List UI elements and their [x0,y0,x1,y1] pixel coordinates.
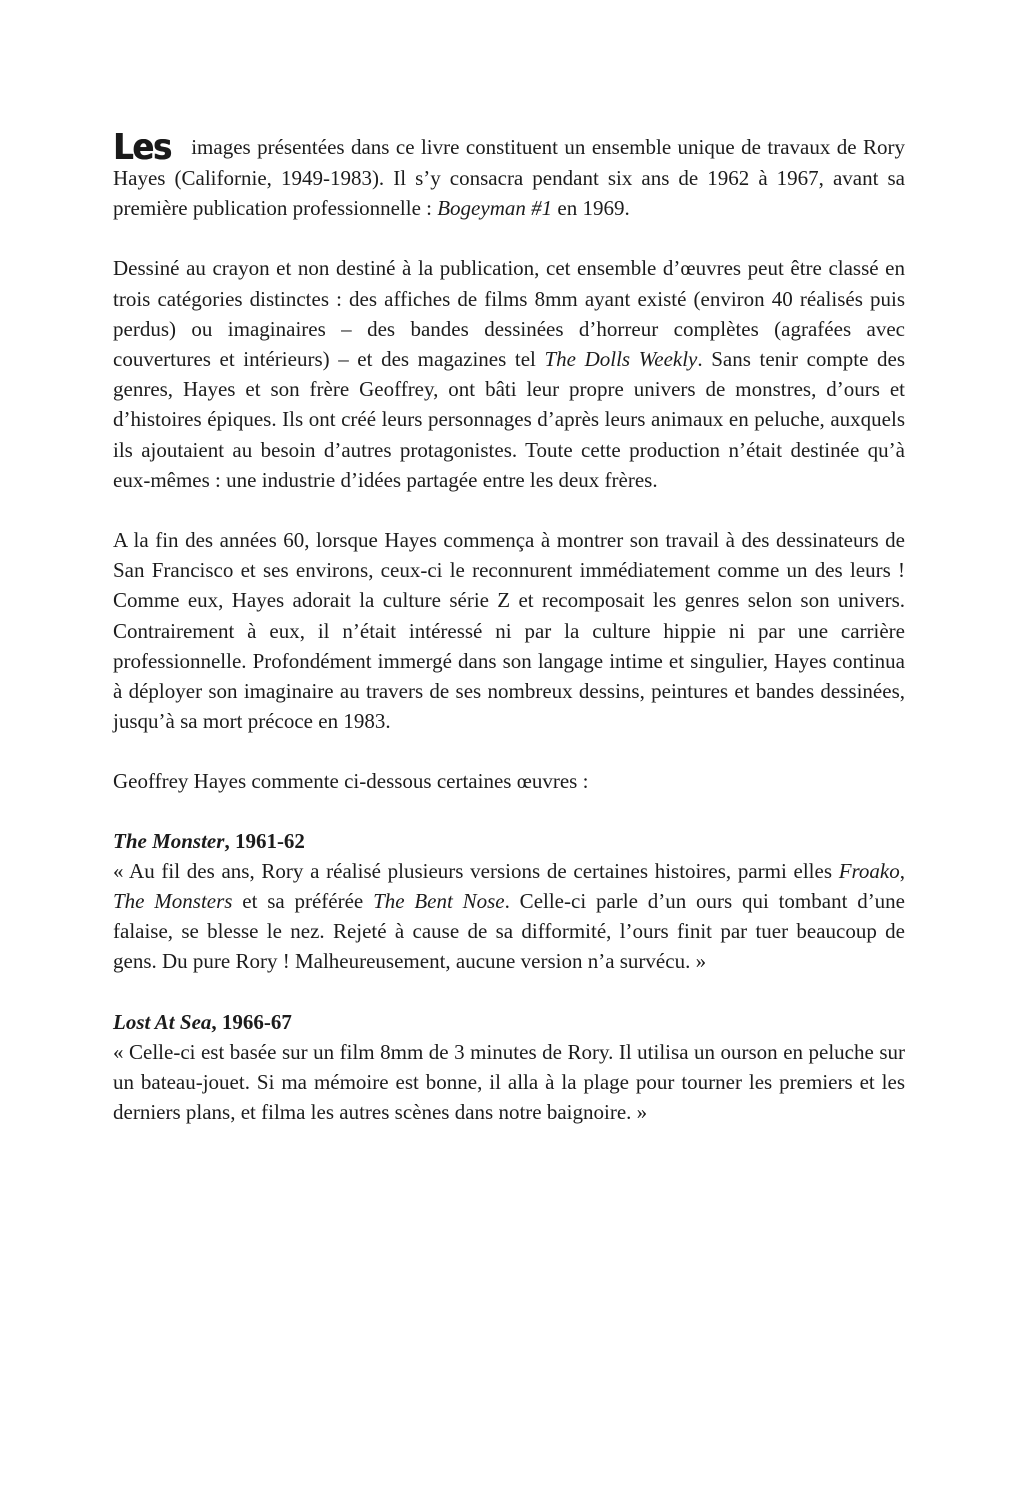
entry-years: , 1966-67 [211,1009,292,1034]
intro-title-bogeyman: Bogeyman #1 [437,196,553,221]
entry-body-text-4: . Celle-ci parle d’un ours qui tombant d’une falaise, se blesse le nez. Rejeté à cause de sa difformité, l’ours finit par tuer beaucoup de gens. Du pure Rory ! Malheureusement, aucune version n’a survécu. » [113,889,906,974]
entry-title: The Monster [113,828,225,853]
intro-text-2: en 1969. [552,196,630,221]
intro-text-1: images présentées dans ce livre constituent un ensemble unique de travaux de Rory Hayes (Californie, 1949-1983). Il s’y consacra pendant six ans de 1962 à 1967, avant sa première publication professionnelle : [113,135,905,221]
paragraph-2-title-dolls-weekly: The Dolls Weekly [544,347,698,372]
entry-body-text-3: et sa préférée [232,889,374,914]
entry-title-froako: Froako [838,858,900,883]
entry-body-text-2: , [899,858,905,883]
entry-lost-at-sea [113,1007,905,1128]
paragraph-san-francisco: A la fin des années 60, lorsque Hayes commença à montrer son travail à des dessinateurs de San Francisco et ses environs, ceux-ci le reconnurent immédiatement comme un des leurs ! Comme eux, Hayes adorait la culture série Z et recomposait les genres selon son univers. Contrairement à eux, il n’était intéressé ni par la culture hippie ni par une carrière professionnelle. Profondément immergé dans son langage intime et singulier, Hayes continua à déployer son imaginaire au travers de ses nombreux dessins, peintures et bandes dessinées, jusqu’à sa mort précoce en 1983. [113,528,905,734]
entry-heading [113,826,905,856]
paragraph-2-text-2: . Sans tenir compte des genres, Hayes et son frère Geoffrey, ont bâti leur propre univers de monstres, d’ours et d’histoires épiques. Ils ont créé leurs personnages d’après leurs animaux en peluche, auxquels ils ajoutaient au besoin d’autres protagonistes. Toute cette production n’était destinée qu’à eux-mêmes : une industrie d’idées partagée entre les deux frères. [113,347,906,492]
intro-paragraph [113,127,905,223]
drop-cap-logo: Les [113,127,171,168]
entry-title: Lost At Sea [113,1009,212,1034]
entry-title-the-monsters: The Monsters [113,889,233,914]
paragraph-2-text-1: Dessiné au crayon et non destiné à la publication, cet ensemble d’œuvres peut être classé en trois catégories distinctes : des affiches de films 8mm ayant existé (environ 40 réalisés puis perdus) ou imaginaires – des bandes dessinées d’horreur complètes (agrafées avec couvertures et intérieurs) – et des magazines tel [113,256,905,372]
entry-heading [113,1007,905,1037]
entry-the-monster [113,826,905,977]
entry-years: , 1961-62 [224,828,305,853]
entry-body-text-1: « Au fil des ans, Rory a réalisé plusieurs versions de certaines histoires, parmi elles [113,858,839,883]
body-text [113,127,906,1157]
paragraph-geoffrey-intro: Geoffrey Hayes commente ci-dessous certaines œuvres : [113,769,589,794]
paragraph-collection [113,253,905,495]
entry-body: « Celle-ci est basée sur un film 8mm de 3 minutes de Rory. Il utilisa un ourson en peluche sur un bateau-jouet. Si ma mémoire est bonne, il alla à la plage pour tourner les premiers et les derniers plans, et filma les autres scènes dans notre baignoire. » [113,1039,905,1125]
entry-body [113,856,905,977]
entry-title-the-bent-nose: The Bent Nose [373,889,505,914]
